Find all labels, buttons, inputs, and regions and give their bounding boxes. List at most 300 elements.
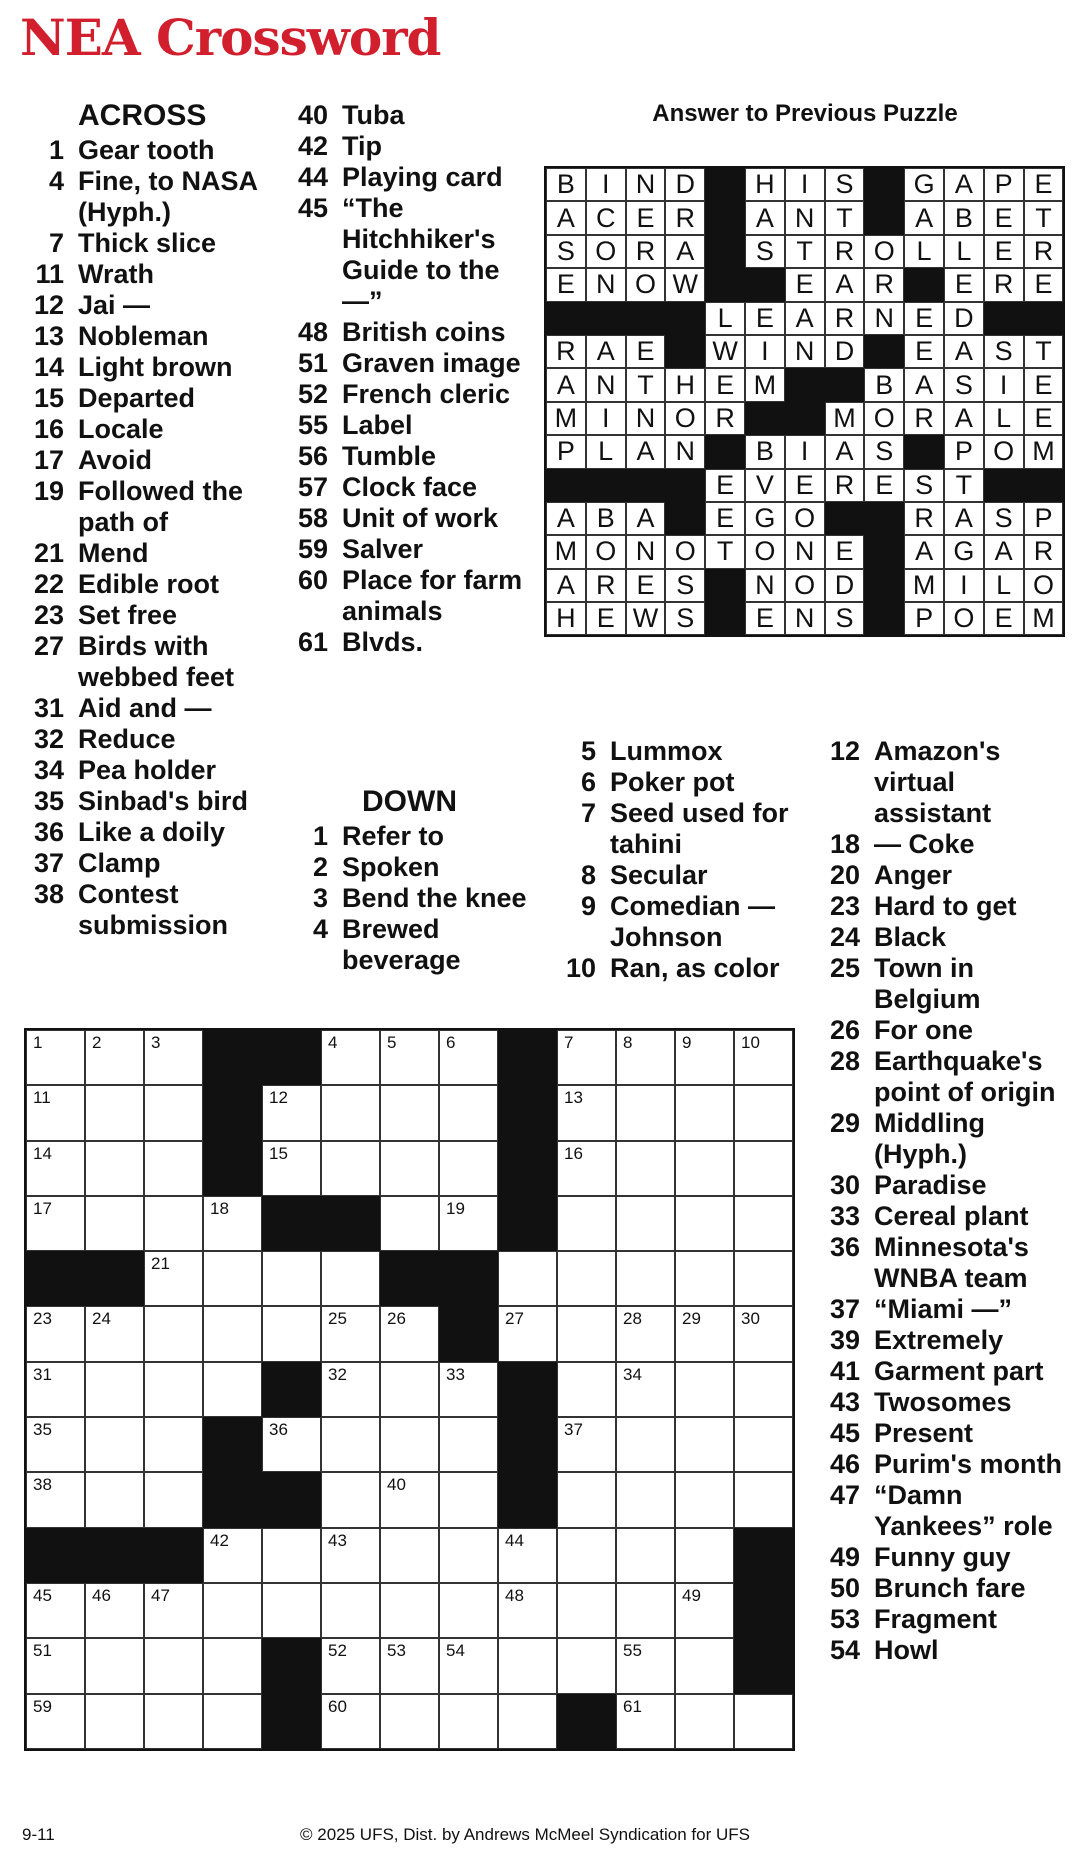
clue-number: 11 (35, 259, 64, 289)
clue-text: Brewed beverage (342, 914, 461, 975)
black-square (203, 1141, 262, 1196)
clue-item (824, 1232, 1074, 1294)
grid-cell[interactable] (734, 1362, 793, 1417)
answer-cell: S (984, 335, 1024, 368)
clue-item (28, 259, 298, 290)
grid-cell[interactable] (675, 1085, 734, 1140)
clue-number: 41 (829, 1356, 860, 1386)
grid-cell[interactable] (734, 1085, 793, 1140)
grid-cell[interactable] (144, 1417, 203, 1472)
cell-number: 23 (33, 1309, 52, 1329)
grid-cell[interactable] (321, 1141, 380, 1196)
grid-cell[interactable] (557, 1030, 616, 1085)
answer-cell: O (785, 569, 825, 602)
grid-cell[interactable] (262, 1251, 321, 1306)
grid-cell[interactable] (439, 1583, 498, 1638)
grid-cell[interactable] (498, 1306, 557, 1361)
clue-number: 33 (829, 1201, 860, 1231)
grid-cell[interactable] (380, 1583, 439, 1638)
grid-cell[interactable] (616, 1694, 675, 1749)
grid-cell[interactable] (380, 1196, 439, 1251)
cell-number: 48 (505, 1585, 524, 1605)
grid-cell[interactable] (203, 1694, 262, 1749)
grid-cell[interactable] (734, 1196, 793, 1251)
cell-number: 42 (210, 1530, 229, 1550)
grid-cell[interactable] (85, 1583, 144, 1638)
grid-cell[interactable] (380, 1306, 439, 1361)
clue-number: 44 (297, 162, 328, 192)
grid-cell[interactable] (144, 1141, 203, 1196)
grid-cell[interactable] (616, 1141, 675, 1196)
grid-cell[interactable] (675, 1306, 734, 1361)
clue-text: Minnesota's WNBA team (874, 1232, 1029, 1293)
grid-cell[interactable] (675, 1694, 734, 1749)
clue-text: Brunch fare (874, 1573, 1026, 1603)
answer-cell: N (626, 168, 666, 201)
grid-cell[interactable] (557, 1362, 616, 1417)
black-square (864, 335, 904, 368)
grid-cell[interactable] (85, 1638, 144, 1693)
grid-cell[interactable] (26, 1030, 85, 1085)
answer-cell: E (546, 268, 586, 301)
grid-cell[interactable] (439, 1030, 498, 1085)
cell-number: 47 (151, 1585, 170, 1605)
grid-cell[interactable] (616, 1306, 675, 1361)
grid-cell[interactable] (26, 1694, 85, 1749)
grid-cell[interactable] (557, 1141, 616, 1196)
cell-number: 11 (33, 1088, 51, 1108)
grid-cell[interactable] (85, 1362, 144, 1417)
grid-cell[interactable] (203, 1196, 262, 1251)
answer-cell: R (825, 235, 865, 268)
black-square (626, 469, 666, 502)
grid-cell[interactable] (675, 1528, 734, 1583)
grid-cell[interactable] (616, 1251, 675, 1306)
answer-cell: R (546, 335, 586, 368)
grid-cell[interactable] (144, 1306, 203, 1361)
answer-cell: C (586, 201, 626, 234)
clue-item (824, 1170, 1074, 1201)
grid-cell[interactable] (439, 1141, 498, 1196)
answer-cell: O (586, 235, 626, 268)
answer-cell: T (944, 469, 984, 502)
clue-number: 4 (312, 914, 328, 944)
clue-number: 39 (829, 1325, 860, 1355)
cell-number: 19 (446, 1198, 465, 1218)
clue-number: 53 (829, 1604, 860, 1634)
grid-cell[interactable] (557, 1472, 616, 1527)
grid-cell[interactable] (380, 1472, 439, 1527)
clue-text: Present (874, 1418, 974, 1448)
clue-item (824, 1108, 1074, 1170)
clue-item (28, 817, 298, 848)
grid-cell[interactable] (616, 1030, 675, 1085)
grid-cell[interactable] (26, 1141, 85, 1196)
grid-cell[interactable] (26, 1638, 85, 1693)
clue-text: Set free (78, 600, 178, 630)
grid-cell[interactable] (321, 1417, 380, 1472)
clue-text: Cereal plant (874, 1201, 1029, 1231)
grid-cell[interactable] (557, 1085, 616, 1140)
clue-text: Locale (78, 414, 164, 444)
clue-text: Amazon's virtual assistant (874, 736, 1001, 828)
clue-item (28, 445, 298, 476)
answer-cell: S (904, 469, 944, 502)
grid-cell[interactable] (26, 1196, 85, 1251)
black-square (498, 1362, 557, 1417)
answer-cell: R (1024, 235, 1064, 268)
answer-cell: A (626, 502, 666, 535)
answer-cell: P (904, 602, 944, 635)
cell-number: 49 (682, 1585, 701, 1605)
grid-cell[interactable] (321, 1472, 380, 1527)
answer-cell: E (864, 469, 904, 502)
grid-cell[interactable] (557, 1251, 616, 1306)
clue-text: Aid and — (78, 693, 212, 723)
grid-cell[interactable] (616, 1196, 675, 1251)
grid-cell[interactable] (498, 1638, 557, 1693)
cell-number: 13 (564, 1088, 583, 1108)
grid-cell[interactable] (203, 1528, 262, 1583)
down-clues-column (292, 786, 532, 976)
cell-number: 4 (328, 1033, 338, 1052)
black-square (864, 569, 904, 602)
cell-number: 16 (564, 1143, 583, 1163)
clue-item (292, 348, 537, 379)
black-square (734, 1638, 793, 1693)
grid-cell[interactable] (26, 1472, 85, 1527)
grid-cell[interactable] (675, 1583, 734, 1638)
clue-text: Secular (610, 860, 708, 890)
grid-cell[interactable] (85, 1030, 144, 1085)
answer-cell: E (745, 302, 785, 335)
grid-cell[interactable] (203, 1362, 262, 1417)
grid-cell[interactable] (616, 1583, 675, 1638)
grid-cell[interactable] (616, 1085, 675, 1140)
cell-number: 1 (33, 1033, 43, 1052)
cell-number: 18 (210, 1198, 229, 1218)
cell-number: 17 (33, 1198, 52, 1218)
grid-cell[interactable] (439, 1362, 498, 1417)
grid-cell[interactable] (557, 1638, 616, 1693)
grid-cell[interactable] (734, 1306, 793, 1361)
answer-cell: N (665, 435, 705, 468)
grid-cell[interactable] (321, 1528, 380, 1583)
clue-number: 7 (48, 228, 64, 258)
grid-cell[interactable] (26, 1362, 85, 1417)
cell-number: 3 (151, 1033, 161, 1052)
clue-text: Poker pot (610, 767, 735, 797)
grid-cell[interactable] (439, 1417, 498, 1472)
grid-cell[interactable] (321, 1694, 380, 1749)
answer-cell: A (665, 235, 705, 268)
clue-text: Place for farm animals (342, 565, 523, 626)
grid-cell[interactable] (144, 1196, 203, 1251)
grid-cell[interactable] (380, 1528, 439, 1583)
answer-cell: N (864, 302, 904, 335)
grid-cell[interactable] (321, 1583, 380, 1638)
clue-item (292, 627, 537, 658)
clue-number: 6 (580, 767, 596, 797)
grid-cell[interactable] (380, 1417, 439, 1472)
grid-cell[interactable] (321, 1085, 380, 1140)
grid-cell[interactable] (85, 1085, 144, 1140)
clue-text: Light brown (78, 352, 233, 382)
grid-cell[interactable] (203, 1306, 262, 1361)
answer-cell: A (745, 201, 785, 234)
clue-number: 24 (829, 922, 860, 952)
cell-number: 30 (741, 1309, 760, 1329)
clue-item (824, 1418, 1074, 1449)
clue-item (292, 534, 537, 565)
grid-cell[interactable] (498, 1583, 557, 1638)
cell-number: 45 (33, 1585, 52, 1605)
grid-cell[interactable] (144, 1085, 203, 1140)
black-square (904, 268, 944, 301)
grid-cell[interactable] (262, 1417, 321, 1472)
answer-cell: B (944, 201, 984, 234)
grid-cell[interactable] (557, 1306, 616, 1361)
answer-cell: I (586, 402, 626, 435)
cell-number: 9 (682, 1033, 692, 1052)
grid-cell[interactable] (144, 1251, 203, 1306)
grid-cell[interactable] (675, 1196, 734, 1251)
grid-cell[interactable] (380, 1638, 439, 1693)
cell-number: 5 (387, 1033, 397, 1052)
grid-cell[interactable] (675, 1030, 734, 1085)
black-square (498, 1472, 557, 1527)
grid-cell[interactable] (557, 1196, 616, 1251)
grid-cell[interactable] (144, 1694, 203, 1749)
clue-text: Clamp (78, 848, 161, 878)
answer-cell: R (864, 268, 904, 301)
black-square (665, 469, 705, 502)
grid-cell[interactable] (321, 1306, 380, 1361)
clue-item (28, 290, 298, 321)
grid-cell[interactable] (26, 1306, 85, 1361)
clue-number: 10 (565, 953, 596, 983)
clue-text: Unit of work (342, 503, 498, 533)
clue-number: 34 (33, 755, 64, 785)
black-square (26, 1251, 85, 1306)
answer-cell: D (825, 335, 865, 368)
answer-cell: R (586, 569, 626, 602)
black-square (546, 469, 586, 502)
grid-cell[interactable] (557, 1417, 616, 1472)
black-square (626, 302, 666, 335)
grid-cell[interactable] (734, 1694, 793, 1749)
cell-number: 15 (269, 1143, 288, 1163)
answer-cell: O (864, 235, 904, 268)
grid-cell[interactable] (616, 1362, 675, 1417)
grid-cell[interactable] (85, 1694, 144, 1749)
clue-number: 38 (33, 879, 64, 909)
answer-cell: L (944, 235, 984, 268)
grid-cell[interactable] (203, 1251, 262, 1306)
black-square (864, 502, 904, 535)
black-square (262, 1362, 321, 1417)
answer-cell: L (705, 302, 745, 335)
grid-cell[interactable] (557, 1583, 616, 1638)
cell-number: 44 (505, 1530, 524, 1550)
clue-text: Reduce (78, 724, 176, 754)
answer-cell: S (546, 235, 586, 268)
grid-cell[interactable] (439, 1472, 498, 1527)
answer-cell: S (665, 569, 705, 602)
clue-number: 47 (829, 1480, 860, 1510)
clue-number: 40 (297, 100, 328, 130)
grid-cell[interactable] (144, 1583, 203, 1638)
across-heading: ACROSS (78, 99, 207, 132)
clue-text: Pea holder (78, 755, 217, 785)
grid-cell[interactable] (734, 1472, 793, 1527)
clue-text: Twosomes (874, 1387, 1012, 1417)
grid-cell[interactable] (616, 1472, 675, 1527)
clue-number: 60 (297, 565, 328, 595)
grid-cell[interactable] (734, 1417, 793, 1472)
answer-cell: D (944, 302, 984, 335)
black-square (705, 268, 745, 301)
grid-cell[interactable] (26, 1583, 85, 1638)
answer-cell: T (1024, 335, 1064, 368)
clue-item (292, 131, 537, 162)
answer-cell: M (546, 535, 586, 568)
grid-cell[interactable] (144, 1030, 203, 1085)
grid-cell[interactable] (262, 1583, 321, 1638)
grid-cell[interactable] (144, 1472, 203, 1527)
black-square (705, 201, 745, 234)
grid-cell[interactable] (380, 1141, 439, 1196)
clue-text: “Damn Yankees” role (874, 1480, 1053, 1541)
grid-cell[interactable] (616, 1417, 675, 1472)
grid-cell[interactable] (262, 1085, 321, 1140)
grid-cell[interactable] (144, 1638, 203, 1693)
grid-cell[interactable] (439, 1528, 498, 1583)
clue-item (28, 352, 298, 383)
clue-text: Funny guy (874, 1542, 1011, 1572)
clue-text: Spoken (342, 852, 440, 882)
answer-cell: R (626, 235, 666, 268)
answer-cell: I (984, 368, 1024, 401)
cell-number: 40 (387, 1475, 406, 1495)
answer-cell: N (785, 335, 825, 368)
grid-cell[interactable] (26, 1417, 85, 1472)
grid-cell[interactable] (321, 1030, 380, 1085)
black-square (734, 1583, 793, 1638)
grid-cell[interactable] (675, 1141, 734, 1196)
grid-cell[interactable] (26, 1085, 85, 1140)
grid-cell[interactable] (262, 1306, 321, 1361)
black-square (498, 1085, 557, 1140)
clue-item (28, 879, 298, 941)
clue-item (28, 414, 298, 445)
grid-cell[interactable] (675, 1638, 734, 1693)
answer-cell: P (984, 168, 1024, 201)
clue-text: Refer to (342, 821, 445, 851)
grid-cell[interactable] (262, 1528, 321, 1583)
black-square (144, 1528, 203, 1583)
clue-number: 17 (33, 445, 64, 475)
grid-cell[interactable] (203, 1583, 262, 1638)
clue-item (28, 135, 298, 166)
grid-cell[interactable] (439, 1638, 498, 1693)
clue-text: Birds with webbed feet (78, 631, 235, 692)
grid-cell[interactable] (439, 1085, 498, 1140)
clue-item (560, 860, 810, 891)
answer-cell: A (546, 368, 586, 401)
clue-item (292, 852, 532, 883)
answer-cell: G (745, 502, 785, 535)
grid-cell[interactable] (85, 1141, 144, 1196)
clue-text: Playing card (342, 162, 503, 192)
grid-cell[interactable] (380, 1362, 439, 1417)
grid-cell[interactable] (439, 1694, 498, 1749)
black-square (904, 435, 944, 468)
answer-cell: S (944, 368, 984, 401)
clue-text: Departed (78, 383, 196, 413)
grid-cell[interactable] (498, 1694, 557, 1749)
clue-text: “Miami —” (874, 1294, 1013, 1324)
grid-cell[interactable] (321, 1638, 380, 1693)
clue-number: 42 (297, 131, 328, 161)
answer-cell: S (745, 235, 785, 268)
grid-cell[interactable] (85, 1306, 144, 1361)
clue-text: Mend (78, 538, 149, 568)
grid-cell[interactable] (380, 1030, 439, 1085)
answer-cell: S (984, 502, 1024, 535)
grid-cell[interactable] (321, 1362, 380, 1417)
grid-cell[interactable] (321, 1251, 380, 1306)
clue-text: — Coke (874, 829, 975, 859)
black-square (85, 1528, 144, 1583)
black-square (864, 168, 904, 201)
grid-cell[interactable] (439, 1196, 498, 1251)
cell-number: 27 (505, 1309, 524, 1329)
clue-item (824, 891, 1074, 922)
answer-cell: A (825, 268, 865, 301)
grid-cell[interactable] (734, 1141, 793, 1196)
grid-cell[interactable] (85, 1472, 144, 1527)
grid-cell[interactable] (734, 1030, 793, 1085)
grid-cell[interactable] (262, 1141, 321, 1196)
grid-cell[interactable] (85, 1417, 144, 1472)
answer-cell: T (785, 235, 825, 268)
grid-cell[interactable] (380, 1085, 439, 1140)
grid-cell[interactable] (734, 1251, 793, 1306)
grid-cell[interactable] (85, 1196, 144, 1251)
answer-cell: M (745, 368, 785, 401)
grid-cell[interactable] (616, 1528, 675, 1583)
grid-cell[interactable] (557, 1528, 616, 1583)
clue-number: 55 (297, 410, 328, 440)
clue-item (292, 100, 537, 131)
black-square (262, 1694, 321, 1749)
grid-cell[interactable] (675, 1251, 734, 1306)
grid-cell[interactable] (498, 1251, 557, 1306)
cell-number: 35 (33, 1420, 52, 1440)
grid-cell[interactable] (675, 1472, 734, 1527)
answer-cell: O (665, 402, 705, 435)
grid-cell[interactable] (675, 1362, 734, 1417)
grid-cell[interactable] (380, 1694, 439, 1749)
clue-number: 59 (297, 534, 328, 564)
grid-cell[interactable] (616, 1638, 675, 1693)
grid-cell[interactable] (498, 1528, 557, 1583)
grid-cell[interactable] (675, 1417, 734, 1472)
grid-cell[interactable] (203, 1638, 262, 1693)
answer-cell: P (1024, 502, 1064, 535)
grid-cell[interactable] (144, 1362, 203, 1417)
